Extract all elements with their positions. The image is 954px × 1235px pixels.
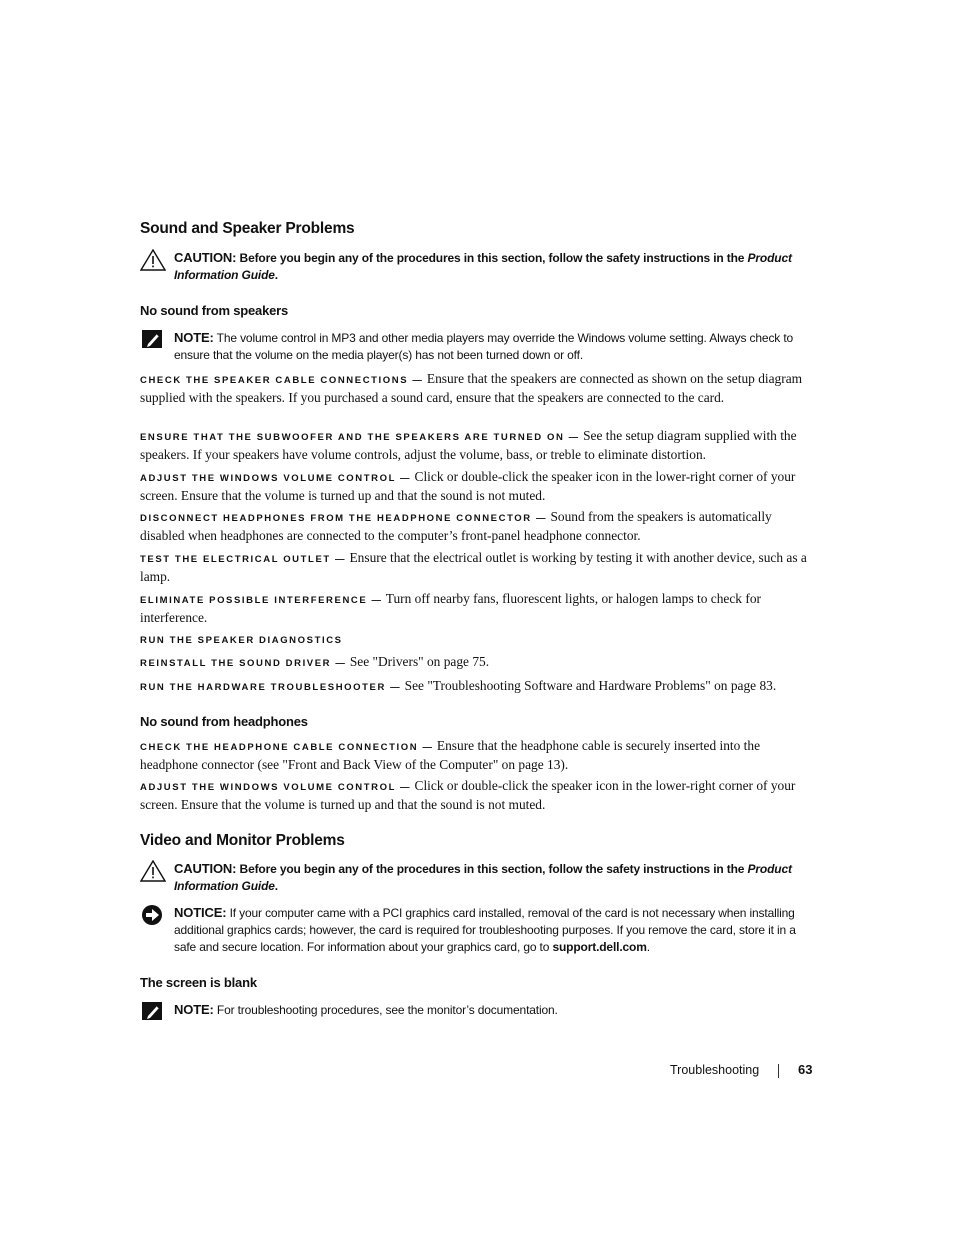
warning-triangle-icon: [140, 249, 166, 271]
troubleshoot-item: ADJUST THE WINDOWS VOLUME CONTROL — Click or double-click the speaker icon in the lower-right corner of your screen. Ensure that the volume is turned up and that the sound is not muted.: [140, 469, 796, 504]
note-block-speakers: [140, 329, 820, 365]
troubleshoot-item: CHECK THE SPEAKER CABLE CONNECTIONS — Ensure that the speakers are connected as shown on the setup diagram supplied with the speakers. If you purchased a sound card, ensure that the speakers are connected to the card.: [140, 371, 803, 406]
troubleshoot-item: TEST THE ELECTRICAL OUTLET — Ensure that the electrical outlet is working by testing it with another device, such as a lamp.: [140, 550, 807, 585]
subsection-title-screen-blank: The screen is blank: [140, 975, 257, 990]
footer-section-name: Troubleshooting: [670, 1063, 760, 1077]
caution-text: CAUTION: Before you begin any of the procedures in this section, follow the safety instructions in the Product Information Guide.: [174, 250, 792, 282]
troubleshoot-item: RUN THE SPEAKER DIAGNOSTICS: [140, 635, 343, 646]
notice-text: NOTICE: If your computer came with a PCI graphics card installed, removal of the card is not necessary when installing additional graphics cards; however, the card is required for troubleshooting purposes. If you remove the card, store it in a safe and secure location. For information about your graphics card, go to support.dell.com.: [174, 905, 796, 954]
subsection-title-speakers: No sound from speakers: [140, 303, 289, 318]
troubleshoot-item: ENSURE THAT THE SUBWOOFER AND THE SPEAKERS ARE TURNED ON — See the setup diagram supplied with the speakers. If your speakers have volume controls, adjust the volume, bass, or treble to eliminate distortion.: [140, 428, 797, 463]
pencil-note-icon: [140, 1001, 166, 1023]
section-title-sound: Sound and Speaker Problems: [140, 220, 355, 237]
troubleshoot-item: REINSTALL THE SOUND DRIVER — See "Drivers" on page 75.: [140, 654, 490, 669]
section-title-video: Video and Monitor Problems: [140, 832, 345, 849]
caution-block-sound: [140, 249, 820, 285]
notice-block-video: [140, 904, 820, 958]
troubleshoot-item: ELIMINATE POSSIBLE INTERFERENCE — Turn off nearby fans, fluorescent lights, or halogen lamps to check for interference.: [140, 591, 761, 626]
page-number: 63: [798, 1062, 813, 1077]
pencil-note-icon: [140, 329, 166, 351]
note-block-screen: [140, 1001, 820, 1023]
caution-text: CAUTION: Before you begin any of the procedures in this section, follow the safety instructions in the Product Information Guide.: [174, 861, 792, 893]
troubleshoot-item: CHECK THE HEADPHONE CABLE CONNECTION — Ensure that the headphone cable is securely inserted into the headphone connector (see "Front and Back View of the Computer" on page 13).: [140, 738, 761, 773]
footer-divider: [778, 1064, 779, 1078]
subsection-title-headphones: No sound from headphones: [140, 714, 308, 729]
support-link[interactable]: support.dell.com: [552, 940, 647, 954]
arrow-circle-icon: [140, 904, 166, 926]
troubleshoot-item: ADJUST THE WINDOWS VOLUME CONTROL — Click or double-click the speaker icon in the lower-right corner of your screen. Ensure that the volume is turned up and that the sound is not muted.: [140, 778, 796, 813]
note-text: NOTE: The volume control in MP3 and other media players may override the Windows volume setting. Always check to ensure that the volume on the media player(s) has not been turned down or off.: [174, 330, 794, 362]
note-text: NOTE: For troubleshooting procedures, see the monitor’s documentation.: [174, 1002, 558, 1017]
caution-block-video: [140, 860, 820, 896]
warning-triangle-icon: [140, 860, 166, 882]
troubleshoot-item: RUN THE HARDWARE TROUBLESHOOTER — See "Troubleshooting Software and Hardware Problems" on page 83.: [140, 678, 777, 693]
troubleshoot-item: DISCONNECT HEADPHONES FROM THE HEADPHONE CONNECTOR — Sound from the speakers is automatically disabled when headphones are connected to the computer’s front-panel headphone connector.: [140, 509, 772, 544]
